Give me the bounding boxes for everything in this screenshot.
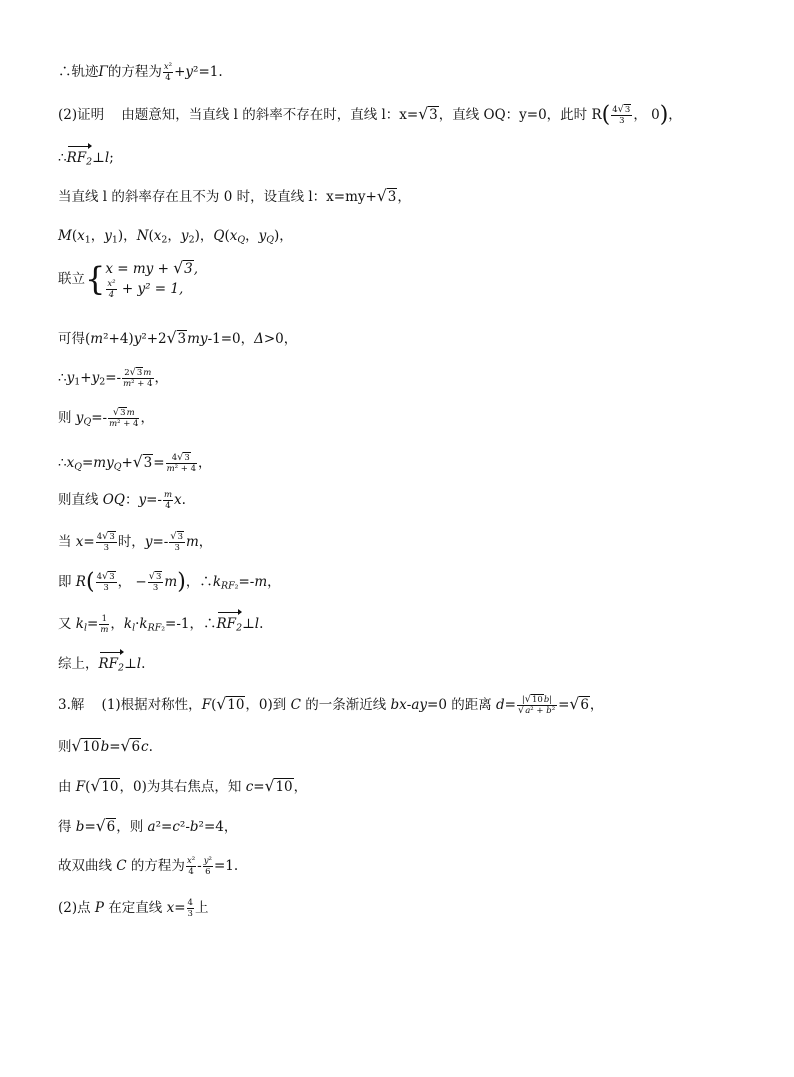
line-problem3-start: 3.解 (1)根据对称性，F(√10，0)到 C 的一条渐近线 bx-ay=0 的距离 d= $\frac{|√10b|}{\text{√a² + b²}}$ =√6， [58, 694, 604, 716]
line-slope-product: 又 $k_l=$ $\frac{1}{m}$ ，$k_l\cdot k_{RF_2}=-1$，$\therefore RF_2\perp l$. [58, 614, 263, 638]
line-hyperbola-equation: 故双曲线 C 的方程为 $\frac{\text{x²}}{4}$ - $\frac{\text{y²}}{6}$ =1. [58, 856, 239, 877]
line-substitute-x: 当 x= $\frac{4√3}{3}$ 时，y=- $\frac{√3}{3}$ m， [58, 531, 213, 553]
line-perpendicular-1: $\therefore RF_2\perp l$; [58, 148, 114, 172]
line-focus: 由 F(√10，0)为其右焦点，知 c=√10， [58, 777, 308, 795]
line-point-r: 即 R( $\frac{4√3}{3}$ ， − $\frac{√3}{3}$ m)，$\therefore k_{RF_2}=-m$， [58, 569, 281, 595]
line-trajectory-equation: ∴轨迹Γ的方程为 $\frac{\text{x²}}{4}$ +y²=1. [58, 62, 223, 83]
line-slope-case: 当直线 l 的斜率存在且不为 0 时，设直线 l：x=my+√3， [58, 187, 411, 205]
line-quadratic: 可得(m²+4)y²+2√3my-1=0，Δ>0， [58, 329, 298, 347]
line-b-relation: 则√10b=√6c. [58, 737, 153, 755]
line-points: $M(x_1$，$y_1$)，$N(x_2$，$y_2$)，$Q(x_Q$，$y_Q$)， [58, 228, 293, 246]
line-conclusion: 综上，$RF_2\perp l$. [58, 654, 145, 678]
line-xq: $\therefore x_Q=my_Q+√3=$ $\frac{4√3}{\text{m² + 4}}$ ， [58, 452, 212, 474]
line-oq-equation: 则直线 OQ：y=- $\frac{m}{4}$ x. [58, 490, 186, 511]
line-simultaneous-system: 联立{ x = my + √3, $\frac{\text{x²}}{4}$ + y² = 1, [58, 259, 198, 300]
line-proof-start: (2)证明 由题意知，当直线 l 的斜率不存在时，直线 l：x=√3，直线 OQ：y=0，此时 R( $\frac{4√3}{3}$ ， 0)， [58, 102, 682, 128]
line-fixed-line: (2)点 P 在定直线 x= $\frac{4}{3}$ 上 [58, 898, 209, 919]
line-sum-roots: $\therefore y_1+y_2=-$ $\frac{2√3m}{\text{m² + 4}}$ ， [58, 367, 168, 389]
line-yq: 则 $y_Q=-$ $\frac{√3m}{\text{m² + 4}}$ ， [58, 407, 154, 429]
line-b-a-values: 得 b=√6，则 a²=c²-b²=4， [58, 817, 238, 835]
